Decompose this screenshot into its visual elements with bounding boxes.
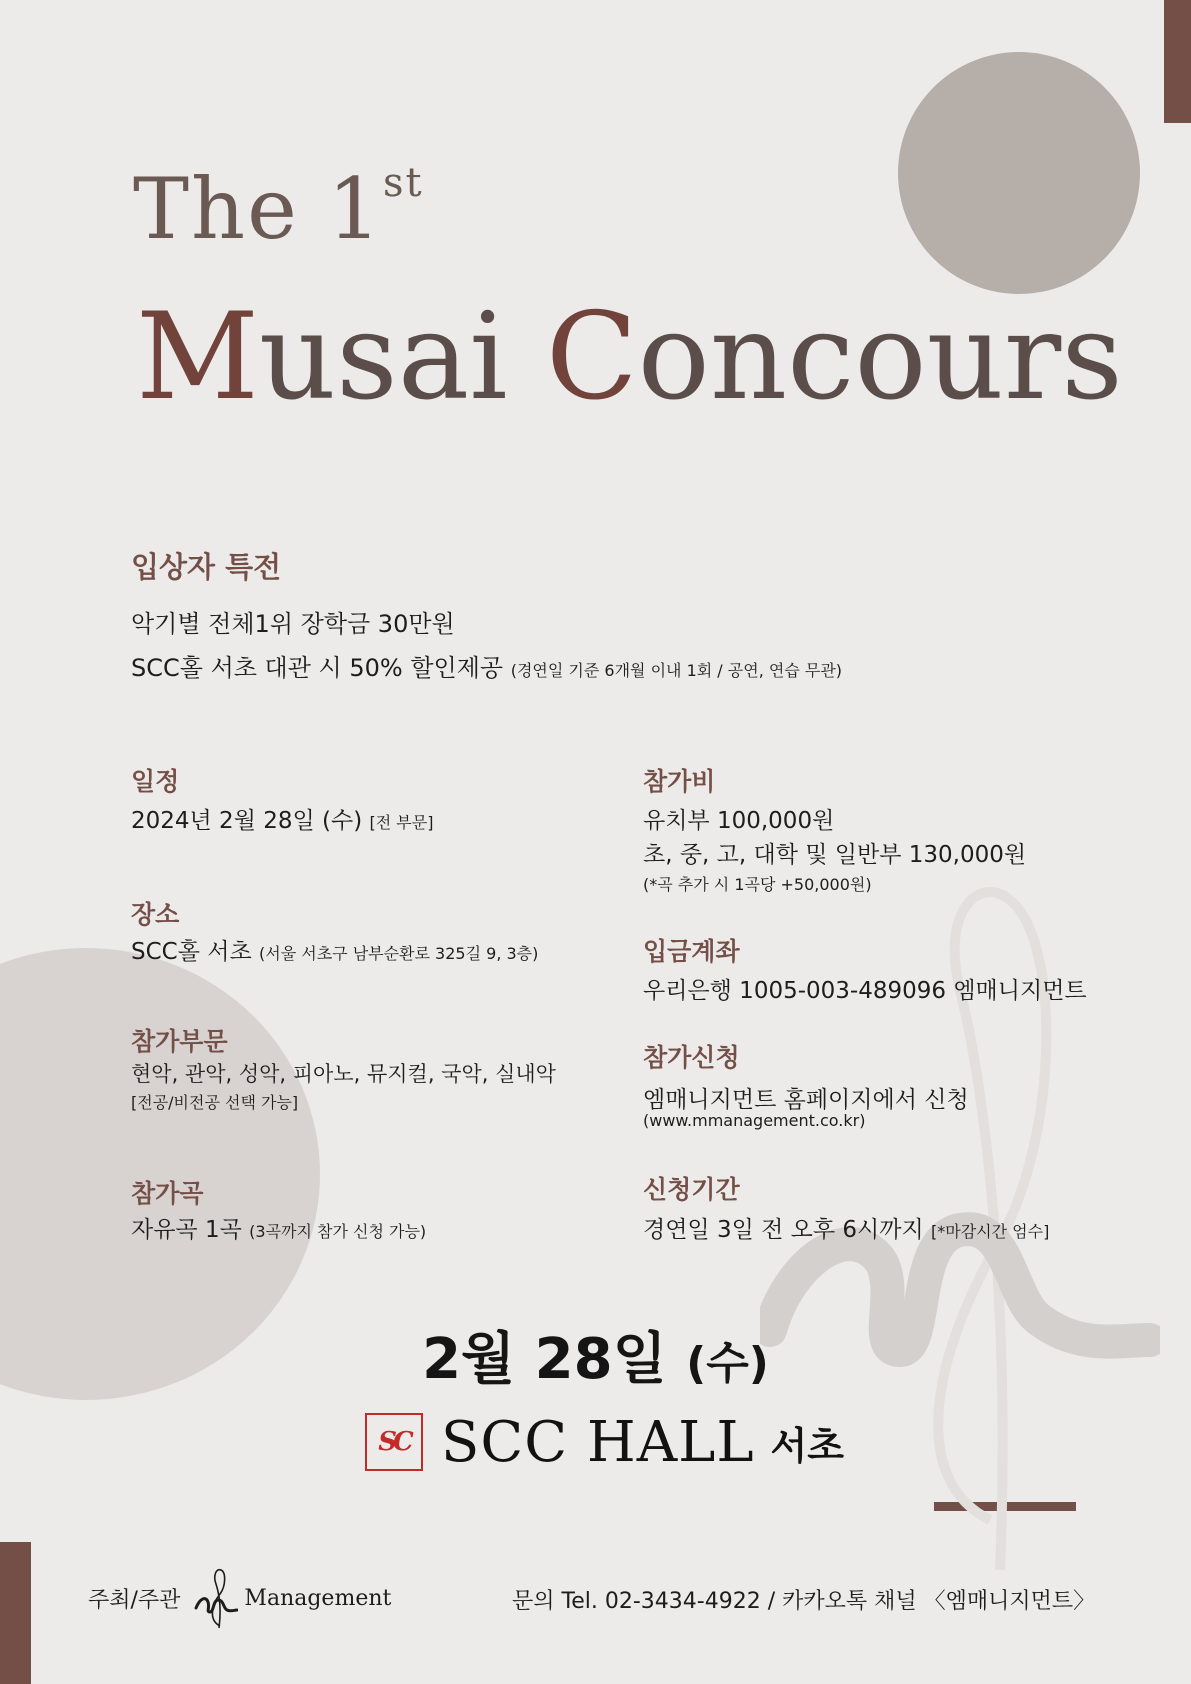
awards-line-2-note: (경연일 기준 6개월 이내 1회 / 공연, 연습 무관): [510, 661, 843, 680]
title-ordinal: st: [382, 160, 424, 206]
fee-heading: 참가비: [643, 767, 716, 796]
schedule-value-text: 2024년 2월 28일 (수): [131, 808, 363, 834]
awards-heading: 입상자 특전: [131, 550, 282, 584]
repertoire-heading: 참가곡: [131, 1179, 204, 1208]
event-day-text: (수): [686, 1338, 769, 1389]
categories-value: 현악, 관악, 성악, 피아노, 뮤지컬, 국악, 실내악: [131, 1062, 556, 1086]
repertoire-value: [131, 1211, 426, 1244]
page-title: [136, 288, 1123, 427]
title-letter-m: M: [136, 288, 259, 427]
fee-line-1: 유치부 100,000원: [643, 808, 835, 834]
application-value: 엠매니지먼트 홈페이지에서 신청: [643, 1087, 969, 1113]
title-prefix: [133, 160, 424, 258]
account-value: 우리은행 1005-003-489096 엠매니지먼트: [643, 978, 1087, 1004]
venue-heading: 장소: [131, 900, 180, 929]
event-date: [0, 1315, 1191, 1395]
footer-contact-text: Tel. 02-3434-4922 / 카카오톡 채널 〈엠매니지먼트〉: [561, 1589, 1096, 1614]
title-word-usai: usai: [258, 288, 546, 427]
account-heading: 입금계좌: [643, 937, 740, 966]
footer-brand: Management: [244, 1585, 392, 1611]
footer-contact: [512, 1584, 1095, 1615]
period-note: [*마감시간 엄수]: [931, 1222, 1050, 1241]
decorative-bar-top: [1164, 0, 1191, 123]
period-heading: 신청기간: [643, 1175, 740, 1204]
awards-line-1: 악기별 전체1위 장학금 30만원: [131, 610, 455, 638]
categories-note: [전공/비전공 선택 가능]: [131, 1093, 299, 1112]
footer-contact-label: 문의: [512, 1589, 555, 1614]
schedule-heading: 일정: [131, 767, 180, 796]
repertoire-note: (3곡까지 참가 신청 가능): [249, 1222, 427, 1241]
hall-name: SCC HALL: [441, 1409, 755, 1475]
application-note: (www.mmanagement.co.kr): [643, 1111, 866, 1130]
fee-line-2: 초, 중, 고, 대학 및 일반부 130,000원: [643, 842, 1027, 868]
hall-district: 서초: [770, 1423, 844, 1468]
footer-host-label: 주최/주관: [88, 1587, 181, 1613]
venue-note: (서울 서초구 남부순환로 325길 9, 3층): [259, 944, 539, 963]
title-letter-c: C: [545, 288, 638, 427]
management-logo-icon: [194, 1568, 238, 1628]
hall-logo-icon: [365, 1413, 423, 1471]
application-heading: 참가신청: [643, 1043, 740, 1072]
categories-heading: 참가부문: [131, 1027, 228, 1056]
event-date-text: 2월 28일: [422, 1327, 667, 1392]
hall-logo-block: [365, 1410, 844, 1474]
repertoire-value-text: 자유곡 1곡: [131, 1217, 242, 1243]
awards-line-2: [131, 648, 842, 683]
decorative-bar-left: [0, 1542, 31, 1684]
venue-value: [131, 933, 538, 966]
decorative-circle-top: [898, 52, 1140, 294]
period-value-text: 경연일 3일 전 오후 6시까지: [643, 1217, 924, 1243]
hall-logo-letters: SC: [378, 1427, 410, 1457]
awards-line-2-text: SCC홀 서초 대관 시 50% 할인제공: [131, 654, 504, 682]
title-word-oncours: oncours: [637, 288, 1123, 427]
period-value: [643, 1211, 1049, 1244]
venue-value-text: SCC홀 서초: [131, 939, 252, 965]
title-prefix-text: The 1: [133, 160, 383, 258]
footer-host: [88, 1578, 391, 1618]
schedule-note: [전 부문]: [369, 813, 434, 832]
fee-note: (*곡 추가 시 1곡당 +50,000원): [643, 875, 872, 894]
schedule-value: [131, 802, 433, 835]
